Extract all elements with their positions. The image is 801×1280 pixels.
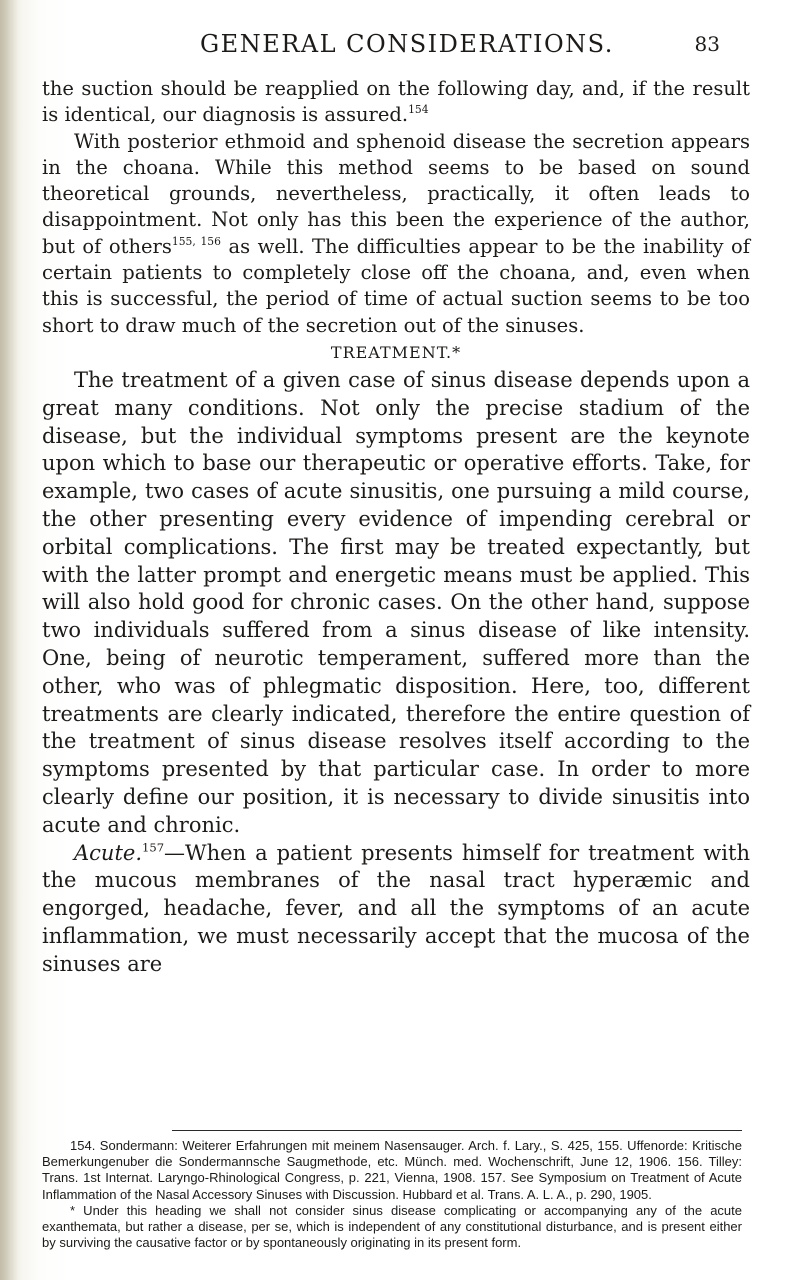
running-title: GENERAL CONSIDERATIONS. bbox=[200, 30, 614, 58]
main-text bbox=[42, 76, 750, 979]
section-heading: TREATMENT.* bbox=[330, 342, 462, 362]
footnotes bbox=[42, 1138, 742, 1251]
paragraph-2 bbox=[42, 129, 750, 339]
paragraph-3: The treatment of a given case of sinus disease depends upon a great many conditions. Not only the precise stadium of the disease, but the individual symptoms present are the keynote upon which to base our therapeutic or operative efforts. Take, for example, two cases of acute sinusitis, one pursuing a mild course, the other presenting every evidence of impending cerebral or orbital complications. The first may be treated expectantly, but with the latter prompt and energetic means must be applied. This will also hold good for chronic cases. On the other hand, suppose two individuals suffered from a sinus disease of like intensity. One, being of neurotic temperament, suffered more than the other, who was of phlegmatic disposition. Here, too, different treatments are clearly indicated, therefore the entire question of the treatment of sinus disease resolves itself according to the symptoms presented by that particular case. In order to more clearly define our position, it is necessary to divide sinusitis into acute and chronic. bbox=[42, 367, 750, 837]
footnote-references: 154. Sondermann: Weiterer Erfahrungen mit meinem Nasensauger. Arch. f. Lary., S. 425, 155. Uffenorde: Kritische Bemerkungenuber die Sondermannsche Saugmethode, etc. Münch. med. Wochenschrift, June 12, 1906. 156. Tilley: Trans. 1st Internat. Laryngo-Rhinological Congress, p. 221, Vienna, 1908. 157. See Symposium on Treatment of Acute Inflammation of the Nasal Accessory Sinuses with Discussion. Hubbard et al. Trans. A. L. A., p. 290, 1905. bbox=[42, 1138, 742, 1202]
paragraph-4-text: —When a patient presents himself for treatment with the mucous membranes of the nasal tract hyperæmic and engorged, headache, fever, and all the symptoms of an acute inflammation, we must necessarily accept that the mucosa of the sinuses are bbox=[42, 840, 750, 976]
footnote-rule bbox=[172, 1130, 742, 1131]
citation-ref: 155, 156 bbox=[171, 234, 221, 248]
page-header bbox=[200, 30, 720, 64]
paragraph-1-text: the suction should be reapplied on the following day, and, if the result is identical, our diagnosis is assured. bbox=[42, 77, 750, 127]
binding-shadow bbox=[0, 0, 18, 1280]
paragraph-4 bbox=[42, 840, 750, 979]
page-number: 83 bbox=[694, 32, 720, 56]
paragraph-2-text-b: as well. The difficulties appear to be the inability of certain patients to completely close off the choana, and, even when this is successful, the period of time of actual suction seems to be too short to draw much of the secretion out of the sinuses. bbox=[42, 234, 750, 337]
footnote-asterisk: * Under this heading we shall not consider sinus disease complicating or accompanying any of the acute exanthemata, but rather a disease, per se, which is independent of any constitutional disturbance, and is present either by surviving the causative factor or by spontaneously originating in its present form. bbox=[42, 1202, 742, 1251]
citation-ref: 154 bbox=[408, 103, 429, 117]
citation-ref: 157 bbox=[142, 839, 165, 854]
paragraph-1 bbox=[42, 76, 750, 129]
treatment-section bbox=[42, 367, 750, 979]
acute-lead: Acute. bbox=[74, 840, 142, 865]
paragraph-2-text-a: With posterior ethmoid and sphenoid disease the secretion appears in the choana. While this method seems to be based on sound theoretical grounds, nevertheless, practically, it often leads to disappointment. Not only has this been the experience of the author, but of others bbox=[42, 129, 750, 258]
